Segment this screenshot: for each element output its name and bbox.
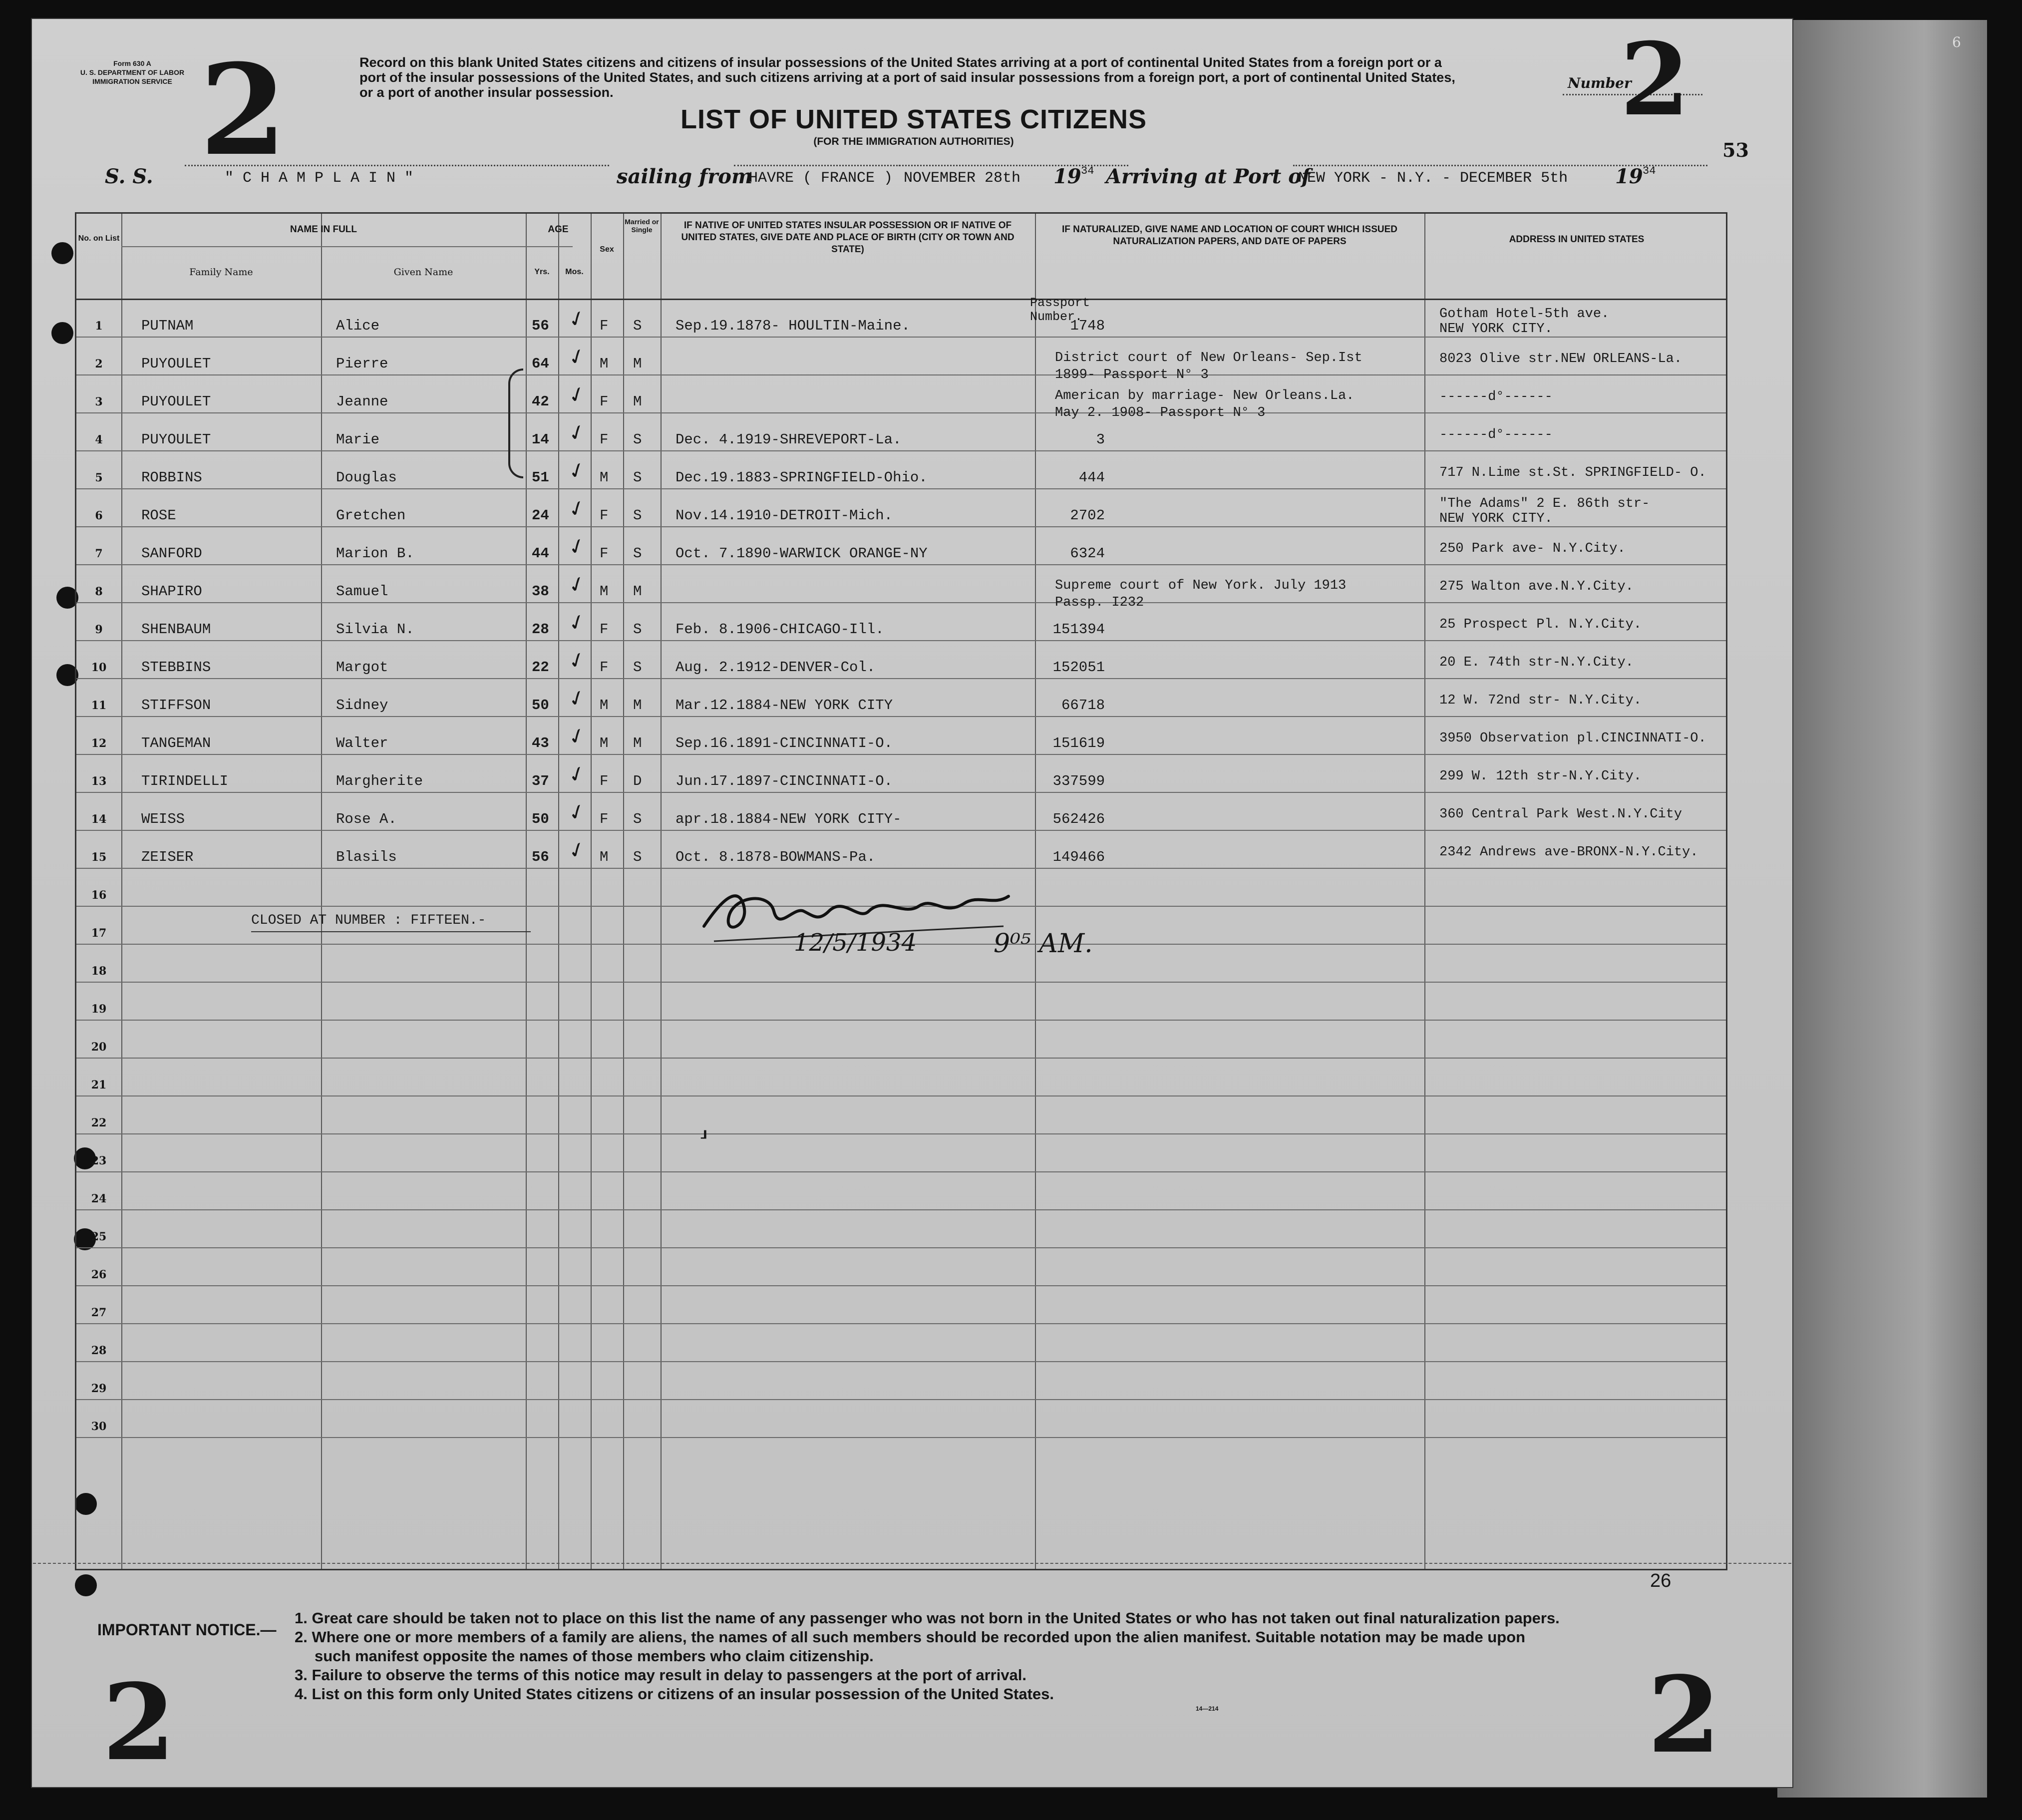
family-name: PUTNAM [141,318,194,334]
row-number: 11 [91,699,107,712]
row-number: 1 [95,320,103,333]
row-number: 3 [95,395,103,408]
age-years: 44 [532,545,549,562]
sex: M [600,469,609,486]
row-divider [76,678,1726,679]
birth-date-place: Jun.17.1897-CINCINNATI-O. [675,773,893,789]
page-subtitle: (FOR THE IMMIGRATION AUTHORITIES) [813,136,1014,147]
row-number: 2 [95,358,103,370]
given-name: Rose A. [336,811,397,827]
row-number: 4 [95,433,103,446]
row-divider [76,1020,1726,1021]
closing-underline [251,931,531,932]
passport-number: 2702 [1070,507,1105,524]
header-birth: IF NATIVE OF UNITED STATES INSULAR POSSESSION OR IF NATIVE OF UNITED STATES, GIVE DATE AND PLACE OF BIRTH (CITY OR TOWN AND STATE) [681,220,1014,255]
row-number: 17 [91,927,107,940]
department: U. S. DEPARTMENT OF LABOR [80,68,185,76]
header-name: NAME IN FULL [290,224,357,235]
annotation-date: 12/5/1934 [794,929,917,957]
row-divider [76,1285,1726,1286]
notice-separator [33,1563,1791,1564]
age-years: 42 [532,393,549,410]
given-name: Alice [336,318,380,334]
scanner-shadow [1777,20,1987,1798]
sex: F [600,621,609,638]
number-value: 2 [1620,21,1690,138]
port-to: NEW YORK - N.Y. - DECEMBER 5th [1298,170,1568,187]
address-line: 275 Walton ave.N.Y.City. [1439,579,1634,594]
check-mark: ✓ [564,797,590,827]
family-name: PUYOULET [141,431,211,448]
sex: M [600,849,609,865]
birth-date-place: Dec.19.1883-SPRINGFIELD-Ohio. [675,469,928,486]
age-years: 56 [532,318,549,334]
family-name: SANFORD [141,545,202,562]
marital-status: S [633,849,642,865]
address-line: 717 N.Lime st.St. SPRINGFIELD- O. [1439,465,1706,480]
check-mark: ✓ [564,759,590,789]
address-line: 360 Central Park West.N.Y.City [1439,807,1683,822]
row-number: 6 [95,509,103,522]
address-line: 25 Prospect Pl. N.Y.City. [1439,617,1642,632]
row-divider [76,1058,1726,1059]
row-number: 29 [91,1382,107,1395]
check-mark: ✓ [564,684,590,713]
address-line: ------d°------ [1439,389,1553,404]
row-number: 26 [91,1268,107,1281]
row-number: 12 [91,737,107,750]
given-name: Walter [336,735,388,751]
row-divider [76,602,1726,603]
row-divider [76,1095,1726,1096]
binder-hole [51,242,73,264]
passport-number: 337599 [1052,773,1105,789]
row-number: 15 [91,851,107,864]
row-number: 19 [91,1003,107,1016]
family-name: ROBBINS [141,469,202,486]
list-digit-bottom-left: 2 [102,1661,176,1784]
given-name: Blasils [336,849,397,865]
arriving-label: Arriving at Port of [1106,165,1311,188]
address-line: 2342 Andrews ave-BRONX-N.Y.City. [1439,845,1698,860]
row-divider [76,412,1726,413]
family-bracket [508,368,523,478]
row-number: 23 [91,1154,107,1167]
row-number: 20 [91,1041,107,1054]
family-name: STIFFSON [141,697,211,714]
row-divider [76,754,1726,755]
address-line: Gotham Hotel-5th ave. [1439,307,1610,322]
address-line: 8023 Olive str.NEW ORLEANS-La. [1439,352,1683,366]
passport-number: 151619 [1052,735,1105,751]
given-name: Pierre [336,356,388,372]
port-from: HAVRE ( FRANCE ) [749,170,893,187]
marital-status: M [633,356,642,372]
address-line: 3950 Observation pl.CINCINNATI-O. [1439,731,1706,746]
family-name: TIRINDELLI [141,773,229,789]
check-mark: ✓ [564,304,590,334]
header-age: AGE [548,224,569,235]
row-number: 13 [91,775,107,788]
marital-status: S [633,545,642,562]
naturalization-details: Passp. I232 [1055,595,1144,610]
address-line: "The Adams" 2 E. 86th str- [1439,496,1650,511]
family-name: PUYOULET [141,356,211,372]
notice-item-1: 1. Great care should be taken not to place on this list the name of any passenger who was not born in the United States or who has not taken out final naturalization papers. [295,1609,1560,1627]
birth-date-place: Oct. 7.1890-WARWICK ORANGE-NY [675,545,928,562]
notice-item-3: 3. Failure to observe the terms of this notice may result in delay to passengers at the port of arrival. [295,1666,1027,1684]
age-years: 24 [532,507,549,524]
row-divider [76,868,1726,869]
list-digit-bottom-right: 2 [1648,1653,1721,1777]
check-mark: ✓ [564,646,590,675]
passport-number: 149466 [1052,849,1105,865]
row-number: 27 [91,1306,107,1319]
binder-hole [75,1574,97,1596]
passport-number: 6324 [1070,545,1105,562]
header-address: ADDRESS IN UNITED STATES [1509,234,1645,245]
row-number: 9 [95,623,103,636]
header-passport: Passport Number. [1030,296,1090,324]
row-divider [76,564,1726,565]
row-divider [76,1399,1726,1400]
row-number: 8 [95,585,103,598]
age-years: 51 [532,469,549,486]
sex: M [600,735,609,751]
sex: M [600,356,609,372]
address-line-2: NEW YORK CITY. [1439,511,1553,526]
birth-date-place: Feb. 8.1906-CHICAGO-Ill. [675,621,884,638]
birth-date-place: apr.18.1884-NEW YORK CITY- [675,811,902,827]
marital-status: M [633,583,642,600]
birth-date-place: Aug. 2.1912-DENVER-Col. [675,659,876,676]
check-mark: ✓ [564,380,590,409]
birth-date-place: Sep.16.1891-CINCINNATI-O. [675,735,893,751]
given-name: Douglas [336,469,397,486]
row-number: 10 [91,661,107,674]
check-mark: ✓ [564,722,590,751]
list-digit-top: 2 [200,36,287,183]
header-mos: Mos. [565,268,584,276]
header-married: Married or Single [625,218,659,234]
marital-status: D [633,773,642,789]
sex: F [600,545,609,562]
notice-title: IMPORTANT NOTICE.— [97,1621,277,1639]
birth-date-place: Oct. 8.1878-BOWMANS-Pa. [675,849,876,865]
ship-name: " C H A M P L A I N " [225,170,414,187]
passport-number: 444 [1078,469,1105,486]
marital-status: S [633,811,642,827]
sex: F [600,659,609,676]
given-name: Sidney [336,697,388,714]
page-title: LIST OF UNITED STATES CITIZENS [680,104,1147,134]
service: IMMIGRATION SERVICE [92,77,172,85]
ss-label: S. S. [105,165,153,188]
naturalization-court: District court of New Orleans- Sep.Ist [1055,351,1362,365]
header-naturalized: IF NATURALIZED, GIVE NAME AND LOCATION OF COURT WHICH ISSUED NATURALIZATION PAPERS, AND DATE OF PAPERS [1061,224,1397,247]
row-number: 16 [91,889,107,902]
naturalization-details: May 2. 1908- Passport N° 3 [1055,405,1266,420]
passport-number: 66718 [1061,697,1105,714]
age-years: 43 [532,735,549,751]
page-number: 53 [1722,139,1749,161]
address-line: 12 W. 72nd str- N.Y.City. [1439,693,1642,708]
row-divider [76,1209,1726,1210]
family-name: ROSE [141,507,176,524]
family-name: ZEISER [141,849,194,865]
row-number: 22 [91,1116,107,1129]
notice-item-2: 2. Where one or more members of a family are aliens, the names of all such members should be recorded upon the alien manifest. Suitable notation may be made upon [295,1628,1526,1646]
birth-date-place: Sep.19.1878- HOULTIN-Maine. [675,318,910,334]
row-divider [76,982,1726,983]
marital-status: S [633,507,642,524]
sex: F [600,773,609,789]
check-mark: ✓ [564,570,590,599]
row-divider [76,1437,1726,1438]
family-name: WEISS [141,811,185,827]
age-years: 64 [532,356,549,372]
row-number: 21 [91,1079,107,1092]
address-line: 20 E. 74th str-N.Y.City. [1439,655,1634,670]
date-from: NOVEMBER 28th [904,170,1021,187]
row-divider [76,488,1726,489]
age-years: 28 [532,621,549,638]
given-name: Gretchen [336,507,406,524]
check-mark: ✓ [564,342,590,371]
row-divider [76,1171,1726,1172]
family-name: SHAPIRO [141,583,202,600]
address-line: 299 W. 12th str-N.Y.City. [1439,769,1642,784]
row-number: 5 [95,471,103,484]
marital-status: S [633,431,642,448]
instructions: Record on this blank United States citizens and citizens of insular possessions of the United States arriving at a port of continental United States from a foreign port or a port of the insular possessions of the United States, and such citizens arriving at a port of said insular possessions from a foreign port, a port of continental United States, or a port of another insular possession. [359,55,1455,100]
birth-date-place: Mar.12.1884-NEW YORK CITY [675,697,893,714]
row-number: 25 [91,1230,107,1243]
row-divider [76,830,1726,831]
sex: F [600,811,609,827]
print-code: 14—214 [1196,1705,1219,1712]
header-family: Family Name [189,267,253,278]
form-identity [67,59,197,86]
passport-number: 1748 [1070,318,1105,334]
check-mark: ✓ [564,835,590,865]
given-name: Samuel [336,583,388,600]
row-number: 18 [91,965,107,978]
passport-number: 3 [1096,431,1105,448]
row-divider [76,1323,1726,1324]
sex: F [600,318,609,334]
tick-mark: ⸥ [699,1113,708,1141]
family-name: SHENBAUM [141,621,211,638]
binder-hole [51,322,73,344]
marital-status: S [633,659,642,676]
marital-status: M [633,735,642,751]
row-divider [76,1247,1726,1248]
age-years: 50 [532,697,549,714]
notice-item-4: 4. List on this form only United States citizens or citizens of an insular possession of the United States. [295,1685,1054,1703]
age-years: 37 [532,773,549,789]
address-line: ------d°------ [1439,427,1553,442]
passport-number: 152051 [1052,659,1105,676]
header-given: Given Name [393,267,453,278]
naturalization-court: Supreme court of New York. July 1913 [1055,578,1347,593]
row-divider [76,640,1726,641]
header-no: No. on List [78,234,120,243]
passport-number: 151394 [1052,621,1105,638]
given-name: Silvia N. [336,621,414,638]
marital-status: S [633,318,642,334]
closing-note: CLOSED AT NUMBER : FIFTEEN.- [251,913,486,928]
family-name: TANGEMAN [141,735,211,751]
address-line-2: NEW YORK CITY. [1439,322,1553,337]
row-divider [76,716,1726,717]
header-yrs: Yrs. [534,268,550,276]
annotation-time: 9⁰⁵ AM. [994,929,1093,959]
family-name: STEBBINS [141,659,211,676]
number-label: Number [1568,75,1632,91]
row-number: 28 [91,1344,107,1357]
address-line: 250 Park ave- N.Y.City. [1439,541,1626,556]
naturalization-court: American by marriage- New Orleans.La. [1055,388,1354,403]
year-2: 34 [1643,165,1656,177]
passport-number: 562426 [1052,811,1105,827]
row-divider [76,526,1726,527]
corner-mark: 6 [1952,34,1961,50]
age-years: 22 [532,659,549,676]
year-prefix-1: 19 [1053,165,1081,188]
age-years: 56 [532,849,549,865]
form-number: Form 630 A [113,59,151,67]
row-number: 14 [91,813,107,826]
check-mark: ✓ [564,494,590,523]
given-name: Margot [336,659,388,676]
voyage-line [105,165,1702,200]
row-divider [76,374,1726,375]
check-mark: ✓ [564,608,590,637]
age-years: 14 [532,431,549,448]
age-years: 38 [532,583,549,600]
sex: M [600,583,609,600]
row-divider [76,1133,1726,1134]
row-divider [76,1361,1726,1362]
marital-status: S [633,621,642,638]
notice-item-2-cont: such manifest opposite the names of those members who claim citizenship. [315,1647,874,1665]
sex: F [600,507,609,524]
marital-status: M [633,393,642,410]
sailing-label: sailing from [617,165,753,188]
birth-date-place: Nov.14.1910-DETROIT-Mich. [675,507,893,524]
row-number: 7 [95,547,103,560]
birth-date-place: Dec. 4.1919-SHREVEPORT-La. [675,431,902,448]
marital-status: S [633,469,642,486]
given-name: Marie [336,431,380,448]
row-divider [76,337,1726,338]
given-name: Margherite [336,773,423,789]
row-number: 24 [91,1192,107,1205]
row-number: 30 [91,1420,107,1433]
sex: F [600,393,609,410]
bottom-right-small: 26 [1650,1570,1672,1591]
row-divider [76,792,1726,793]
row-divider [76,450,1726,451]
given-name: Jeanne [336,393,388,410]
header-sex: Sex [600,245,614,254]
sex: M [600,697,609,714]
check-mark: ✓ [564,418,590,447]
naturalization-details: 1899- Passport N° 3 [1055,367,1209,382]
check-mark: ✓ [564,456,590,485]
year-prefix-2: 19 [1615,165,1643,188]
sex: F [600,431,609,448]
given-name: Marion B. [336,545,414,562]
marital-status: M [633,697,642,714]
family-name: PUYOULET [141,393,211,410]
year-1: 34 [1081,165,1094,177]
notice-body [295,1609,1722,1704]
check-mark: ✓ [564,532,590,561]
age-years: 50 [532,811,549,827]
